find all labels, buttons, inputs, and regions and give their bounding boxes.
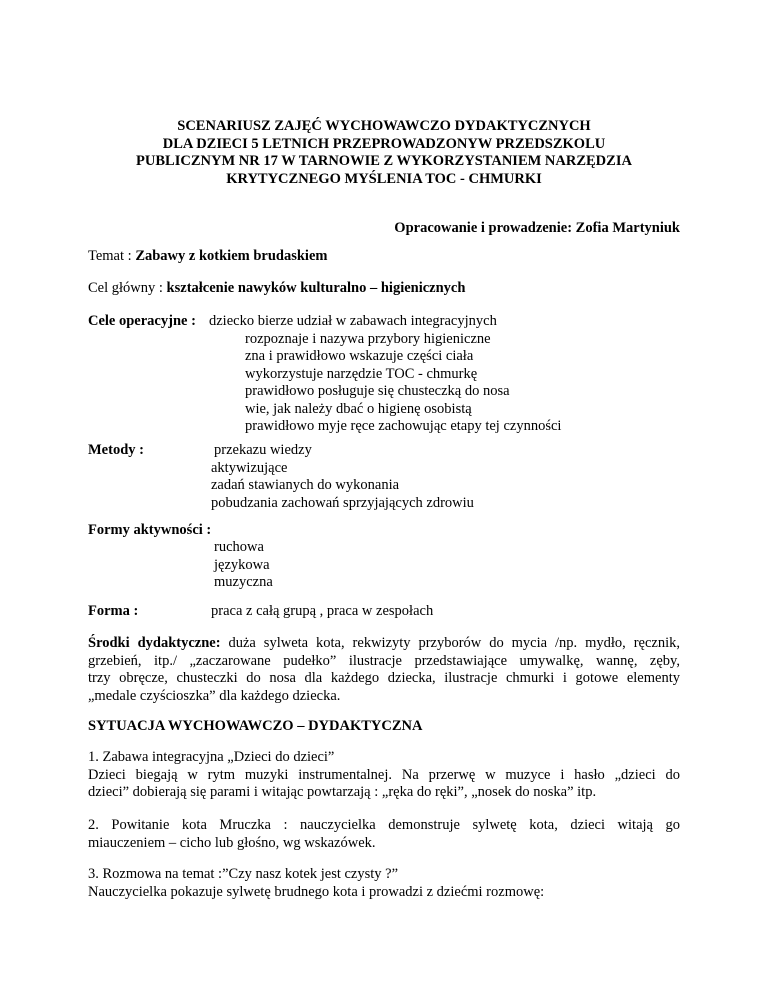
step-line: dzieci” dobierają się parami i witając powtarzają : „ręka do ręki”, „nosek do noska” itp. — [88, 784, 597, 800]
step-line: miauczeniem – cicho lub głośno, wg wskazówek. — [88, 834, 376, 851]
srodki-line: grzebień, itp./ „zaczarowane pudełko” ilustracje przedstawiające umywalkę, wannę, zęby, — [88, 652, 680, 669]
step-line: Nauczycielka pokazuje sylwetę brudnego kota i prowadzi z dziećmi rozmowę: — [88, 883, 545, 900]
list-item: wie, jak należy dbać o higienę osobistą — [245, 400, 472, 417]
list-item: językowa — [214, 556, 270, 573]
step-line: 1. Zabawa integracyjna „Dzieci do dzieci” — [88, 749, 335, 765]
srodki-label: Środki dydaktyczne: — [88, 635, 221, 651]
cel-line — [88, 280, 465, 298]
forma-value: praca z całą grupą , praca w zespołach — [211, 603, 434, 619]
srodki-line: „medale czyścioszka” dla każdego dziecka. — [88, 687, 341, 704]
list-item: pobudzania zachowań sprzyjających zdrowiu — [211, 494, 474, 511]
metody-list — [211, 442, 474, 512]
title-line: PUBLICZNYM NR 17 W TARNOWIE Z WYKORZYSTANIEM NARZĘDZIA — [136, 153, 632, 169]
cel-label: Cel główny : — [88, 280, 167, 296]
document-title — [88, 118, 680, 188]
author-line: Opracowanie i prowadzenie: Zofia Martyniuk — [394, 220, 680, 236]
step-line: 2. Powitanie kota Mruczka : nauczycielka demonstruje sylwetę kota, dzieci witają go — [88, 817, 680, 833]
list-item: ruchowa — [214, 539, 264, 555]
temat-value: Zabawy z kotkiem brudaskiem — [135, 248, 328, 264]
list-item: prawidłowo posługuje się chusteczką do nosa — [245, 383, 510, 399]
title-line: KRYTYCZNEGO MYŚLENIA TOC - CHMURKI — [226, 170, 542, 187]
list-item: aktywizujące — [211, 459, 288, 476]
step-2 — [88, 817, 680, 852]
step-line: Dzieci biegają w rytm muzyki instrumentalnej. Na przerwę w muzyce i hasło „dzieci do — [88, 766, 680, 783]
section-heading: SYTUACJA WYCHOWAWCZO – DYDAKTYCZNA — [88, 718, 423, 734]
formy-aktywnosci-label: Formy aktywności : — [88, 522, 212, 538]
srodki-line: Środki dydaktyczne: duża sylweta kota, rekwizyty przyborów do mycia /np. mydło, ręcznik, — [88, 635, 680, 651]
list-item: wykorzystuje narzędzie TOC - chmurkę — [245, 365, 478, 382]
title-line: DLA DZIECI 5 LETNICH PRZEPROWADZONYW PRZEDSZKOLU — [162, 135, 606, 152]
cel-value: kształcenie nawyków kulturalno – higienicznych — [166, 280, 466, 296]
title-line: SCENARIUSZ ZAJĘĆ WYCHOWAWCZO DYDAKTYCZNYCH — [177, 118, 591, 134]
list-item: dziecko bierze udział w zabawach integracyjnych — [209, 313, 497, 329]
cele-operacyjne-label: Cele operacyjne : — [88, 313, 196, 329]
srodki-line: trzy obręcze, chusteczki do nosa dla każdego dziecka, ilustracje chmurki i gotowe elementy — [88, 670, 680, 686]
step-3 — [88, 866, 680, 901]
forma-label: Forma : — [88, 603, 139, 619]
srodki-paragraph — [88, 635, 680, 705]
cele-operacyjne-list — [209, 313, 561, 436]
temat-line — [88, 248, 327, 266]
list-item: zna i prawidłowo wskazuje części ciała — [245, 348, 474, 364]
metody-label: Metody : — [88, 442, 144, 458]
temat-label: Temat : — [88, 248, 136, 264]
formy-aktywnosci-list — [214, 539, 273, 592]
list-item: zadań stawianych do wykonania — [211, 477, 400, 493]
list-item: muzyczna — [214, 574, 273, 590]
step-line: 3. Rozmowa na temat :”Czy nasz kotek jest czysty ?” — [88, 866, 399, 882]
list-item: prawidłowo myje ręce zachowując etapy tej czynności — [245, 418, 562, 434]
list-item: rozpoznaje i nazywa przybory higieniczne — [245, 330, 491, 347]
list-item: przekazu wiedzy — [214, 442, 312, 458]
step-1 — [88, 749, 680, 802]
